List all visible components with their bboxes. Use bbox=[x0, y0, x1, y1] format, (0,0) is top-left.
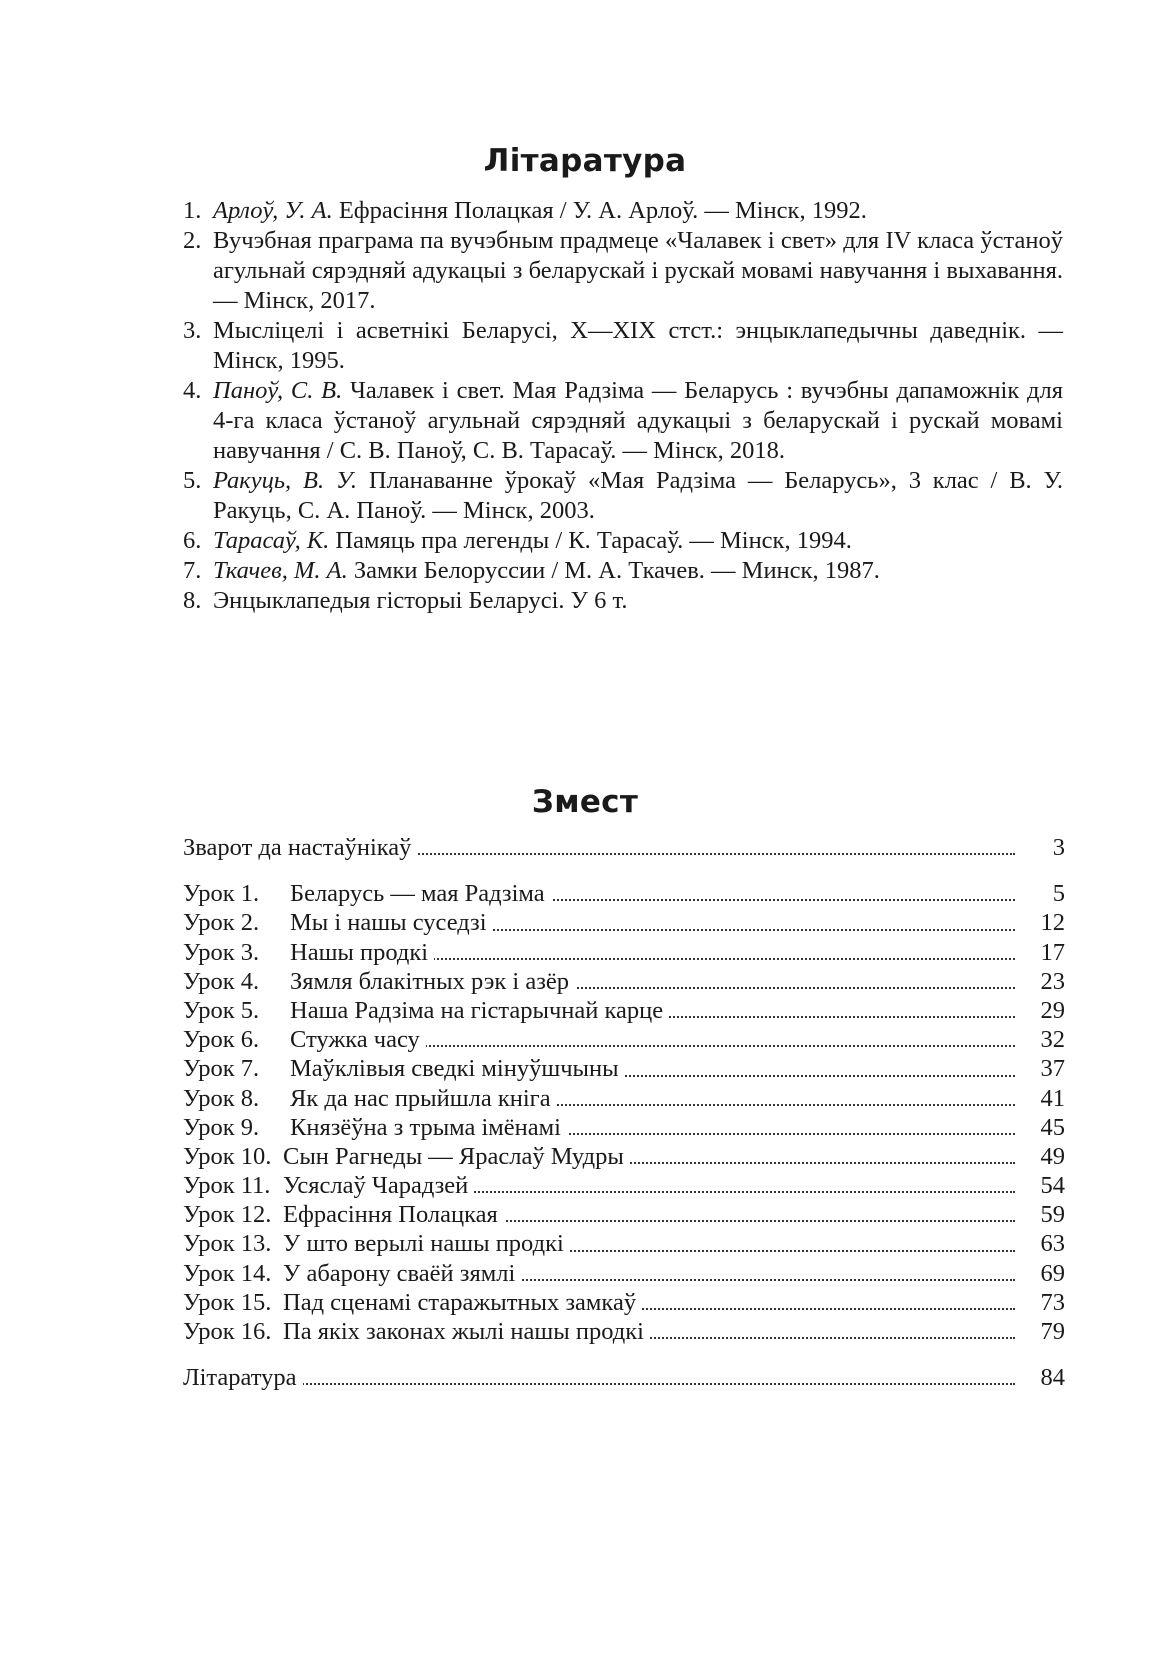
toc-title-wrap bbox=[283, 1142, 1015, 1171]
bibliography-author: Тарасаў, К. bbox=[213, 527, 330, 554]
toc-title-wrap bbox=[283, 1259, 1015, 1288]
toc-lesson-label: Урок 14. bbox=[183, 1259, 272, 1287]
bibliography-text: Планаванне ўрокаў «Мая Радзіма — Беларусь», 3 клас / В. У. Ракуць, С. А. Паноў. — Мінск, 2003. bbox=[213, 467, 1063, 524]
toc-title-wrap bbox=[283, 1171, 1015, 1200]
toc-entry-title: Сын Рагнеды — Яраслаў Мудры bbox=[283, 1143, 630, 1170]
bibliography-item bbox=[183, 376, 1063, 466]
toc-title-wrap bbox=[183, 1363, 1015, 1392]
toc-title-wrap bbox=[290, 996, 1015, 1025]
toc-entry-title: Маўклівыя сведкі мінуўшчыны bbox=[290, 1055, 625, 1082]
toc-title-wrap bbox=[290, 967, 1015, 996]
bibliography-item bbox=[183, 586, 1063, 616]
bibliography-list bbox=[183, 196, 1063, 616]
toc-entry-title: Зварот да настаўнікаў bbox=[183, 834, 417, 861]
toc-lesson-label: Урок 11. bbox=[183, 1172, 271, 1200]
toc-lesson-label: Урок 1. bbox=[183, 880, 260, 908]
toc-page-number: 3 bbox=[1052, 834, 1065, 861]
bibliography-item bbox=[183, 226, 1063, 316]
toc-title-wrap bbox=[290, 1084, 1015, 1113]
toc-page-number: 17 bbox=[1040, 938, 1065, 966]
toc-entry[interactable] bbox=[183, 938, 1065, 967]
toc-title-wrap bbox=[283, 1317, 1015, 1346]
bibliography-number: 2. bbox=[183, 227, 202, 254]
bibliography-number: 4. bbox=[183, 377, 202, 404]
toc-entry-title: Нашы продкі bbox=[290, 939, 434, 966]
toc-entry[interactable] bbox=[183, 879, 1065, 908]
bibliography-text: Памяць пра легенды / К. Тарасаў. — Мінск, 1994. bbox=[329, 527, 852, 554]
bibliography-author: Ткачев, М. А. bbox=[213, 557, 348, 584]
toc-entry[interactable] bbox=[183, 1084, 1065, 1113]
toc-page-number: 49 bbox=[1040, 1142, 1065, 1170]
bibliography-text: Ефрасіння Полацкая / У. А. Арлоў. — Мінск, 1992. bbox=[332, 197, 867, 224]
toc-entry-title: Літаратура bbox=[183, 1364, 303, 1391]
toc-entry-title: Князёўна з трыма імёнамі bbox=[290, 1114, 567, 1141]
toc-page-number: 79 bbox=[1040, 1318, 1065, 1345]
bibliography-text: Чалавек і свет. Мая Радзіма — Беларусь : вучэбны дапаможнік для 4-га класа ўстаноў агульнай сярэдняй адукацыі з беларускай і рускай мовамі навучання / С. В. Паноў, С. В. Тарасаў. — Мінск, 2018. bbox=[213, 377, 1063, 464]
toc-title-wrap bbox=[283, 1229, 1015, 1258]
toc-page-number: 59 bbox=[1040, 1201, 1065, 1229]
toc-title-wrap bbox=[290, 1054, 1015, 1083]
literature-heading: Літаратура bbox=[483, 143, 687, 179]
bibliography-item bbox=[183, 466, 1063, 526]
toc-entry-title: Пад сценамі старажытных замкаў bbox=[283, 1289, 642, 1316]
bibliography-author: Ракуць, В. У. bbox=[213, 467, 358, 494]
bibliography-number: 3. bbox=[183, 317, 202, 344]
bibliography-item bbox=[183, 526, 1063, 556]
toc-entry-title: Усяслаў Чарадзей bbox=[283, 1172, 474, 1199]
toc-lesson-label: Урок 4. bbox=[183, 967, 260, 995]
bibliography-author: Паноў, С. В. bbox=[213, 377, 343, 404]
toc-entry[interactable] bbox=[183, 1200, 1065, 1229]
toc-entry[interactable] bbox=[183, 1142, 1065, 1171]
bibliography-text: Энцыклапедыя гісторыі Беларусі. У 6 т. bbox=[213, 587, 628, 614]
toc-entry-title: Беларусь — мая Радзіма bbox=[290, 880, 551, 907]
toc-entry-title: Наша Радзіма на гістарычнай карце bbox=[290, 997, 669, 1024]
toc-title-wrap bbox=[290, 908, 1015, 937]
toc-title-wrap bbox=[183, 833, 1015, 862]
toc-entry-title: У абарону сваёй зямлі bbox=[283, 1260, 521, 1287]
toc-page-number: 37 bbox=[1040, 1055, 1065, 1083]
toc-entry-title: Як да нас прыйшла кніга bbox=[290, 1085, 557, 1112]
toc-entry-title: Ефрасіння Полацкая bbox=[283, 1201, 504, 1228]
bibliography-number: 8. bbox=[183, 587, 202, 614]
toc-entry[interactable] bbox=[183, 967, 1065, 996]
toc-page-number: 5 bbox=[1052, 880, 1065, 908]
bibliography-number: 5. bbox=[183, 467, 202, 494]
toc-entry-title: Зямля блакітных рэк і азёр bbox=[290, 968, 575, 995]
bibliography-text: Мысліцелі і асветнікі Беларусі, X—XIX стст.: энцыклапедычны даведнік. — Мінск, 1995. bbox=[213, 317, 1063, 374]
bibliography-number: 7. bbox=[183, 557, 202, 584]
toc-title-wrap bbox=[283, 1200, 1015, 1229]
toc-lesson-label: Урок 8. bbox=[183, 1084, 260, 1112]
bibliography-author: Арлоў, У. А. bbox=[213, 197, 333, 224]
toc-page-number: 63 bbox=[1040, 1230, 1065, 1258]
toc-entry-title: Па якіх законах жылі нашы продкі bbox=[283, 1318, 650, 1345]
toc-lesson-label: Урок 2. bbox=[183, 909, 260, 937]
toc-page-number: 54 bbox=[1040, 1172, 1065, 1200]
toc-page-number: 41 bbox=[1040, 1084, 1065, 1112]
toc-entry[interactable] bbox=[183, 996, 1065, 1025]
bibliography-item bbox=[183, 316, 1063, 376]
toc-entry-title: Стужка часу bbox=[290, 1026, 426, 1053]
bibliography-text: Замки Белоруссии / М. А. Ткачев. — Минск, 1987. bbox=[347, 557, 880, 584]
bibliography-item bbox=[183, 196, 1063, 226]
bibliography-number: 6. bbox=[183, 527, 202, 554]
toc-entry[interactable] bbox=[183, 833, 1065, 862]
toc-page-number: 69 bbox=[1040, 1259, 1065, 1287]
toc-lesson-label: Урок 15. bbox=[183, 1288, 272, 1316]
toc-lesson-label: Урок 7. bbox=[183, 1055, 260, 1083]
toc-page-number: 32 bbox=[1040, 1026, 1065, 1054]
toc-entry[interactable] bbox=[183, 1229, 1065, 1258]
toc-entry-title: У што верылі нашы продкі bbox=[283, 1230, 570, 1257]
toc-title-wrap bbox=[290, 1025, 1015, 1054]
toc-entry[interactable] bbox=[183, 1054, 1065, 1083]
toc-lesson-label: Урок 6. bbox=[183, 1026, 260, 1054]
toc-entry[interactable] bbox=[183, 1259, 1065, 1288]
toc-entry[interactable] bbox=[183, 1025, 1065, 1054]
toc-lesson-label: Урок 9. bbox=[183, 1113, 260, 1141]
toc-lesson-label: Урок 12. bbox=[183, 1201, 272, 1229]
toc-entry[interactable] bbox=[183, 1113, 1065, 1142]
toc-page-number: 12 bbox=[1040, 909, 1065, 937]
toc-title-wrap bbox=[290, 938, 1015, 967]
toc-lesson-label: Урок 5. bbox=[183, 996, 260, 1024]
contents-heading: Змест bbox=[531, 784, 639, 820]
toc-entry[interactable] bbox=[183, 1171, 1065, 1200]
bibliography-number: 1. bbox=[183, 197, 202, 224]
toc-title-wrap bbox=[283, 1288, 1015, 1317]
toc-page-number: 45 bbox=[1040, 1113, 1065, 1141]
toc-entry[interactable] bbox=[183, 1288, 1065, 1317]
toc-entry-title: Мы і нашы суседзі bbox=[290, 909, 493, 936]
toc-page-number: 23 bbox=[1040, 967, 1065, 995]
toc-title-wrap bbox=[290, 1113, 1015, 1142]
toc-entry[interactable] bbox=[183, 1317, 1065, 1346]
toc-page-number: 84 bbox=[1040, 1364, 1065, 1392]
toc-lesson-label: Урок 16. bbox=[183, 1318, 272, 1345]
table-of-contents bbox=[183, 833, 1065, 1392]
toc-title-wrap bbox=[290, 879, 1015, 908]
toc-page-number: 29 bbox=[1040, 996, 1065, 1024]
toc-lesson-label: Урок 3. bbox=[183, 938, 260, 966]
bibliography-item bbox=[183, 556, 1063, 586]
toc-entry[interactable] bbox=[183, 908, 1065, 937]
toc-dot-leader bbox=[183, 1383, 1015, 1385]
toc-lesson-label: Урок 10. bbox=[183, 1142, 272, 1170]
bibliography-text: Вучэбная праграма па вучэбным прадмеце «Чалавек і свет» для IV класа ўстаноў агульнай сярэдняй адукацыі з беларускай і рускай мовамі навучання і выхавання. — Мінск, 2017. bbox=[213, 227, 1063, 314]
toc-entry[interactable] bbox=[183, 1363, 1065, 1392]
toc-page-number: 73 bbox=[1040, 1288, 1065, 1316]
toc-lesson-label: Урок 13. bbox=[183, 1230, 272, 1258]
